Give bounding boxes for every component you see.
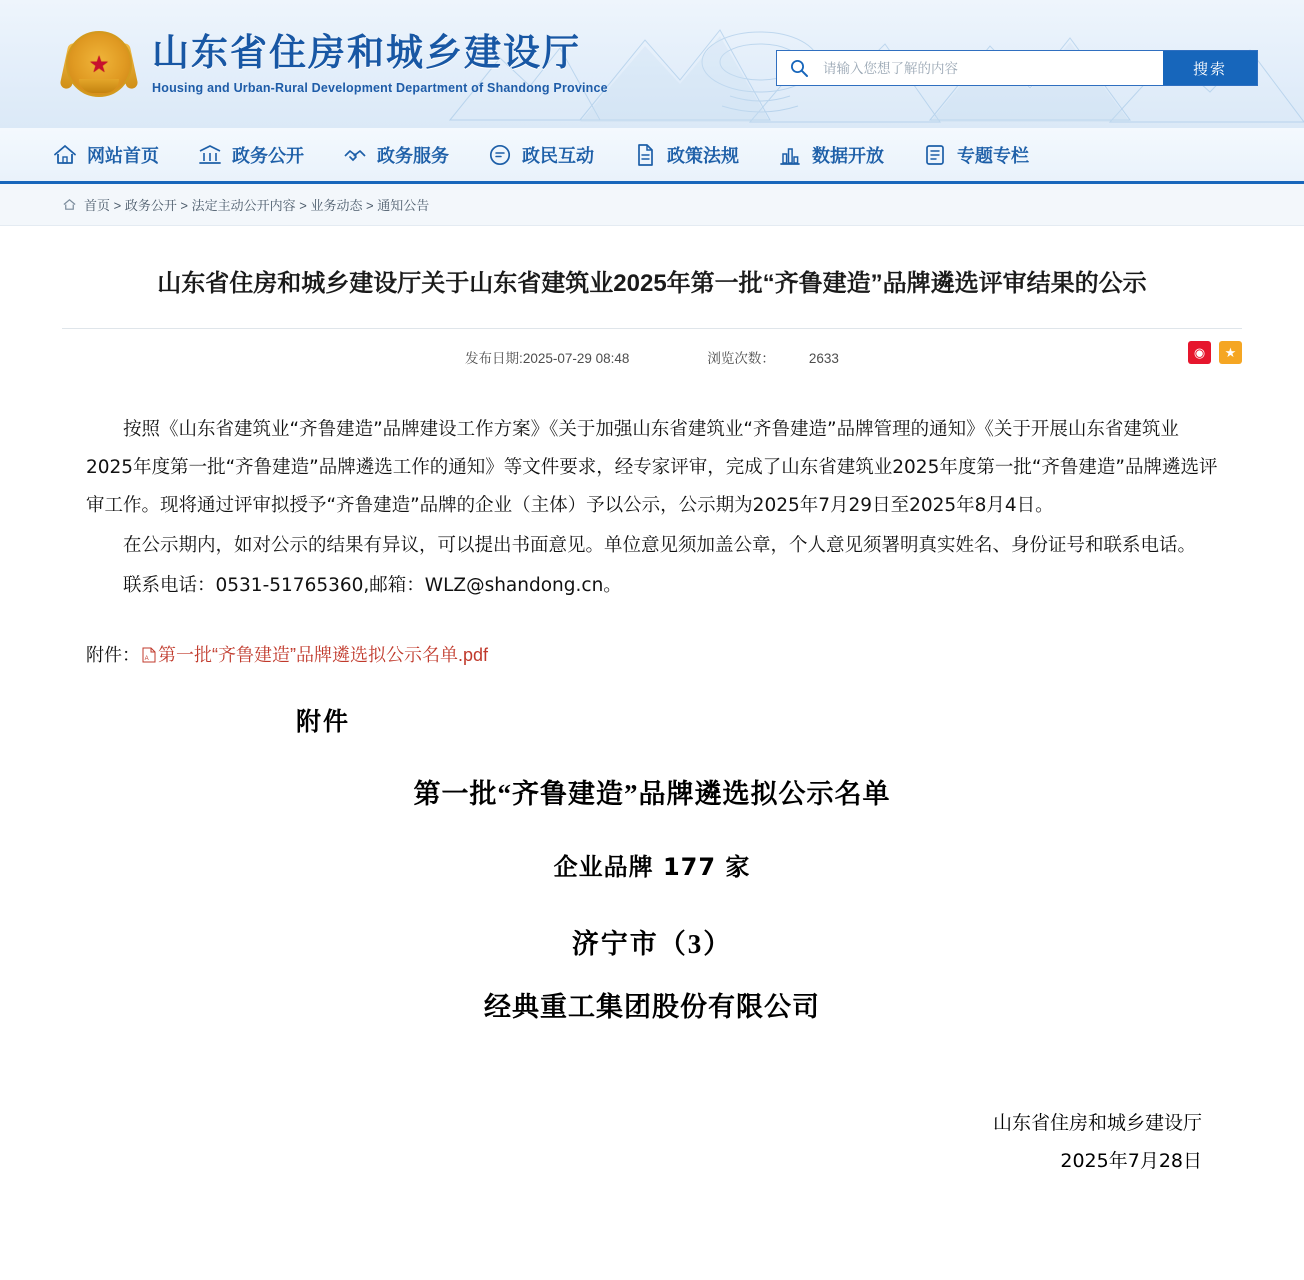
search-icon — [777, 51, 821, 85]
site-title-en: Housing and Urban-Rural Development Department of Shandong Province — [152, 81, 608, 96]
nav-label: 网站首页 — [87, 145, 159, 166]
search-input[interactable] — [821, 51, 1163, 85]
nav-item-policy-regulations[interactable] — [632, 142, 739, 168]
breadcrumb — [0, 184, 1304, 226]
article-body — [62, 381, 1242, 605]
attachment-doc-signature — [86, 1104, 1218, 1180]
nav-item-special-columns[interactable] — [922, 142, 1029, 168]
attachment-doc-city: 济宁市（3） — [571, 928, 733, 959]
share-icons — [1188, 341, 1242, 364]
nav-label: 专题专栏 — [957, 145, 1029, 166]
nav-label: 政策法规 — [667, 145, 739, 166]
nav-item-public-interaction[interactable] — [487, 142, 594, 168]
favorite-icon[interactable]: ★ — [1219, 341, 1242, 364]
column-icon — [922, 142, 948, 168]
pdf-icon — [142, 647, 156, 668]
nav-item-government-affairs[interactable] — [197, 142, 304, 168]
handshake-icon — [342, 142, 368, 168]
nav-label: 政务公开 — [232, 145, 304, 166]
search-button[interactable]: 搜索 — [1163, 51, 1257, 85]
attachment-label: 附件： — [86, 644, 140, 665]
home-icon — [52, 142, 78, 168]
site-header — [0, 0, 1304, 128]
main-navigation — [0, 128, 1304, 184]
attachment-doc-heading: 第一批“齐鲁建造”品牌遴选拟公示名单 — [413, 778, 891, 809]
article-paragraph: 联系电话：0531-51765360,邮箱：WLZ@shandong.cn。 — [123, 574, 622, 596]
home-small-icon — [62, 197, 77, 212]
chart-icon — [777, 142, 803, 168]
view-count-label: 浏览次数： — [707, 351, 775, 366]
weibo-share-icon[interactable]: ◉ — [1188, 341, 1211, 364]
nav-label: 数据开放 — [812, 145, 884, 166]
article-paragraph: 在公示期内，如对公示的结果有异议，可以提出书面意见。单位意见须加盖公章，个人意见须署明真实姓名、身份证号和联系电话。 — [123, 534, 1197, 556]
nav-label: 政务服务 — [377, 145, 449, 166]
bank-icon — [197, 142, 223, 168]
signature-org: 山东省住房和城乡建设厅 — [992, 1111, 1202, 1134]
nav-item-home[interactable] — [52, 142, 159, 168]
attachment-line — [62, 607, 1242, 668]
nav-item-open-data[interactable] — [777, 142, 884, 168]
article-paragraph: 按照《山东省建筑业“齐鲁建造”品牌建设工作方案》《关于加强山东省建筑业“齐鲁建造”品牌管理的通知》《关于开展山东省建筑业2025年度第一批“齐鲁建造”品牌遴选工作的通知》等文件要求，经专家评审，完成了山东省建筑业2025年度第一批“齐鲁建造”品牌遴选评审工作。现将通过评审拟授予“齐鲁建造”品牌的企业（主体）予以公示，公示期为2025年7月29日至2025年8月4日。 — [86, 419, 1218, 516]
search-bar[interactable] — [776, 50, 1258, 86]
publish-date-value: 2025-07-29 08:48 — [522, 351, 630, 366]
breadcrumb-path[interactable]: 首页 > 政务公开 > 法定主动公开内容 > 业务动态 > 通知公告 — [84, 198, 430, 213]
attachment-doc-subheading: 企业品牌 177 家 — [553, 852, 751, 881]
attachment-link[interactable]: 第一批“齐鲁建造”品牌遴选拟公示名单.pdf — [158, 644, 489, 665]
attachment-preview — [62, 668, 1242, 1180]
chat-icon — [487, 142, 513, 168]
page-title: 山东省住房和城乡建设厅关于山东省建筑业2025年第一批“齐鲁建造”品牌遴选评审结果的公示 — [62, 226, 1242, 329]
document-icon — [632, 142, 658, 168]
article — [0, 226, 1304, 1206]
site-title-cn: 山东省住房和城乡建设厅 — [152, 32, 581, 74]
view-count-value: 2633 — [808, 351, 839, 366]
signature-date: 2025年7月28日 — [1060, 1149, 1202, 1172]
attachment-doc-company: 经典重工集团股份有限公司 — [484, 991, 820, 1022]
nav-item-government-services[interactable] — [342, 142, 449, 168]
national-emblem-icon: ★ — [62, 27, 136, 101]
publish-date — [465, 347, 629, 367]
attachment-doc-label: 附件 — [296, 708, 351, 736]
publish-date-label: 发布日期: — [465, 351, 523, 366]
view-count — [707, 347, 839, 367]
article-meta — [62, 329, 1242, 381]
svg-text:A: A — [144, 655, 149, 662]
nav-label: 政民互动 — [522, 145, 594, 166]
